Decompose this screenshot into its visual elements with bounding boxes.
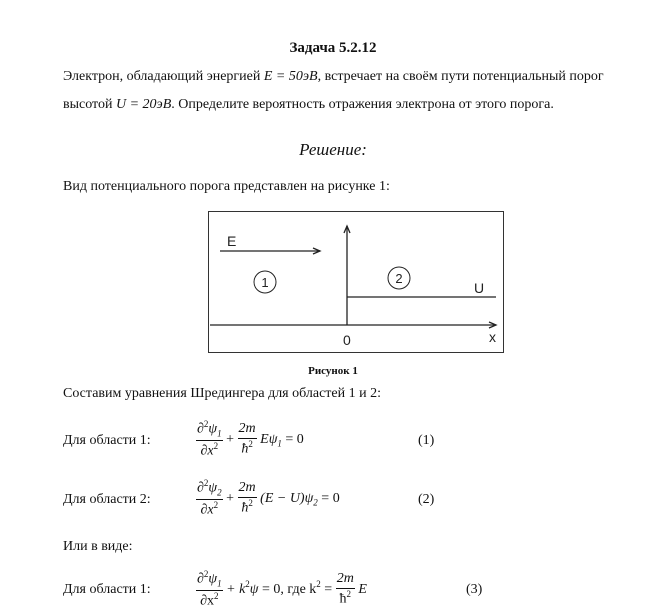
equation-2-label: Для области 2:: [63, 492, 151, 507]
origin-label: 0: [343, 332, 351, 348]
potential-label: U: [474, 280, 485, 296]
figure-frame: [209, 212, 504, 353]
problem-line2-post: . Определите вероятность отражения электрона от этого порога.: [171, 97, 554, 112]
x-axis-label: x: [489, 329, 496, 345]
height-expression: U = 20эВ: [115, 97, 172, 112]
equation-1: $\frac{\partial^2\psi_1}{\partial x^2}$ + $\frac{2m}{ħ^2}$ $E\psi_1 = 0$: [197, 419, 304, 459]
solution-heading: Решение:: [299, 140, 367, 159]
figure-caption: Рисунок 1: [308, 365, 358, 377]
region-1-label: 1: [261, 275, 269, 290]
equation-3-label: Для области 1:: [63, 582, 151, 597]
equation-2-number: (2): [418, 492, 435, 507]
problem-title: Задача 5.2.12: [289, 40, 377, 56]
problem-line2-pre: высотой: [63, 97, 113, 112]
problem-line-2: [63, 90, 554, 120]
energy-expression: E = 50эВ: [263, 69, 318, 84]
equation-1-number: (1): [418, 433, 435, 448]
problem-line1-pre: Электрон, обладающий энергией: [63, 69, 261, 84]
figure-intro-text: Вид потенциального порога представлен на рисунке 1:: [63, 179, 390, 194]
schrodinger-text: Составим уравнения Шредингера для областей 1 и 2:: [63, 386, 382, 401]
equation-3: $\frac{\partial^2\psi_1}{\partial x^2}$ + $k^2\psi = 0$, где $k^2$ = $\frac{2m}{ħ^2}$ E: [197, 569, 367, 609]
energy-label: E: [227, 233, 237, 249]
or-form-text: Или в виде:: [63, 539, 133, 554]
region-2-label: 2: [395, 271, 403, 286]
problem-line1-post: , встречает на своём пути потенциальный порог: [317, 69, 604, 84]
problem-line-1: [63, 62, 604, 92]
potential-step-figure: [208, 211, 504, 353]
equation-1-label: Для области 1:: [63, 433, 151, 448]
equation-3-number: (3): [466, 582, 483, 597]
equation-2: $\frac{\partial^2\psi_2}{\partial x^2}$ + $\frac{2m}{ħ^2}$ $(E - U)\psi_2 = 0$: [197, 478, 340, 518]
